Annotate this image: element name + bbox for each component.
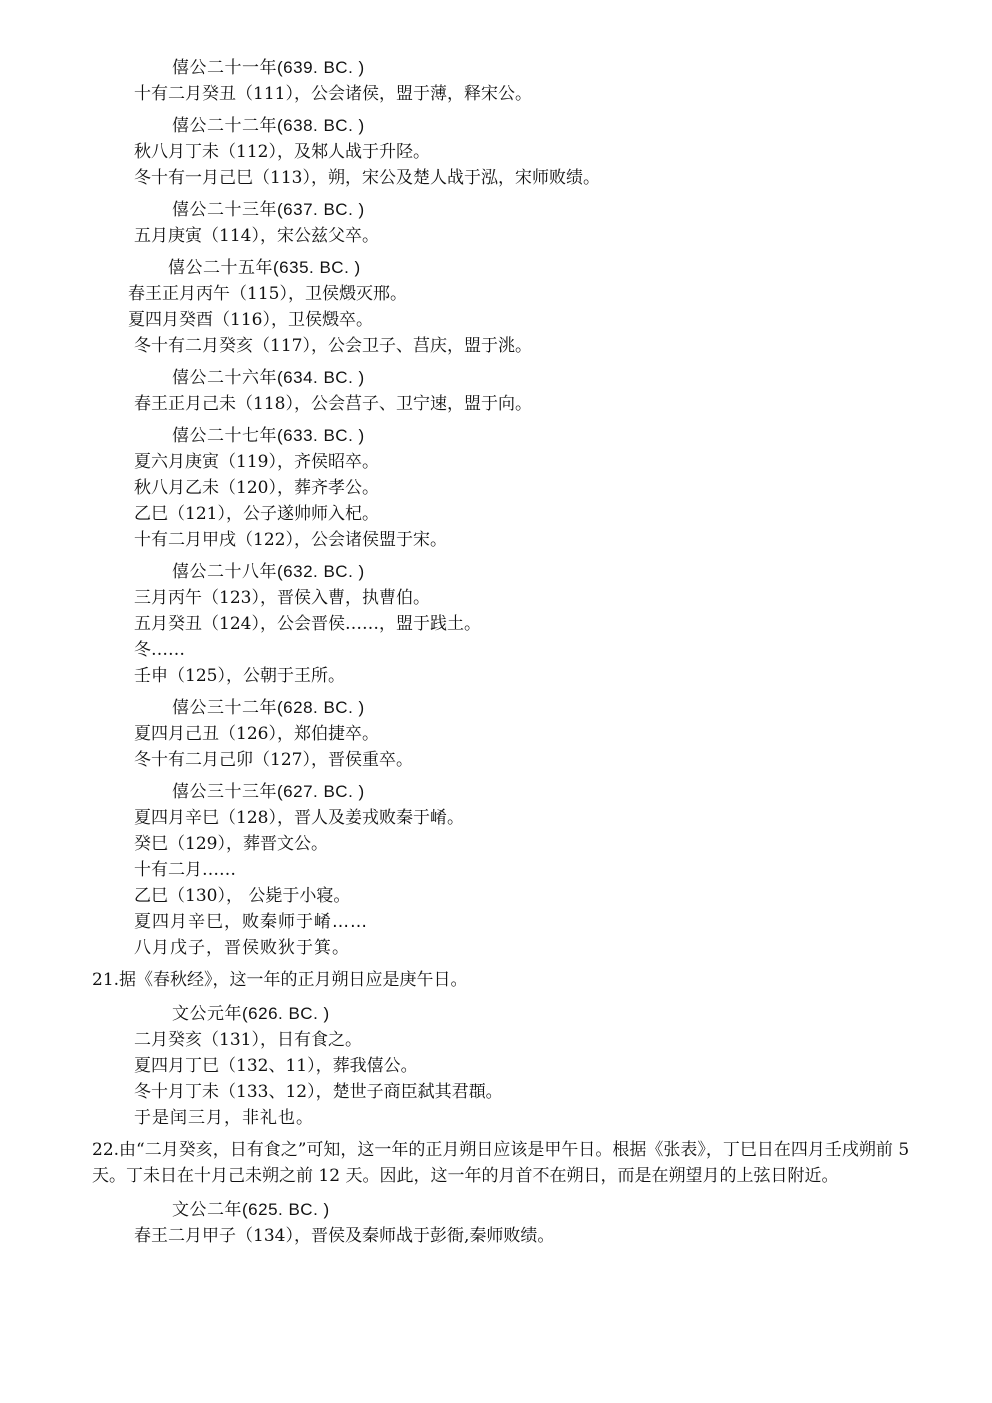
section-xi-21 (0, 55, 992, 107)
entry-line: 十有二月…… (134, 860, 236, 880)
section-xi-33 (0, 779, 992, 961)
entry-line: 十有二月癸丑（111），公会诸侯，盟于薄，释宋公。 (134, 84, 532, 104)
document-page (0, 55, 992, 1255)
commentary-line: 于是闰三月，非礼也。 (134, 1108, 314, 1128)
section-heading: 僖公二十二年(638. BC. ) (172, 116, 365, 135)
commentary-line: 夏四月辛巳，败秦师于崤…… (134, 912, 368, 932)
entry-line: 春王正月己未（118），公会莒子、卫宁速，盟于向。 (134, 394, 532, 414)
entry-line: 春王二月甲子（134），晋侯及秦师战于彭衙,秦师败绩。 (134, 1226, 555, 1246)
entry-line: 冬…… (134, 640, 185, 660)
entry-line: 秋八月丁未（112），及邾人战于升陉。 (134, 142, 430, 162)
entry-line: 春王正月丙午（115），卫侯燬灭邢。 (128, 284, 407, 304)
entry-line: 二月癸亥（131），日有食之。 (134, 1030, 362, 1050)
entry-line: 秋八月乙未（120），葬齐孝公。 (134, 478, 379, 498)
entry-line: 三月丙午（123），晋侯入曹，执曹伯。 (134, 588, 430, 608)
entry-line: 乙巳（130）， 公毙于小寝。 (134, 886, 351, 906)
section-heading: 文公元年(626. BC. ) (172, 1004, 330, 1023)
section-xi-22 (0, 113, 992, 191)
entry-line: 五月庚寅（114），宋公兹父卒。 (134, 226, 379, 246)
entry-line: 夏四月己丑（126），郑伯捷卒。 (134, 724, 379, 744)
section-heading: 僖公三十三年(627. BC. ) (172, 782, 365, 801)
section-xi-23 (0, 197, 992, 249)
entry-line: 癸巳（129），葬晋文公。 (134, 834, 328, 854)
entry-line: 夏六月庚寅（119），齐侯昭卒。 (134, 452, 379, 472)
section-xi-27 (0, 423, 992, 553)
section-heading: 僖公二十七年(633. BC. ) (172, 426, 365, 445)
section-wen-1 (0, 1001, 992, 1131)
section-xi-28 (0, 559, 992, 689)
section-heading: 僖公二十八年(632. BC. ) (172, 562, 365, 581)
section-xi-25 (0, 255, 992, 359)
note-21: 21.据《春秋经》，这一年的正月朔日应是庚午日。 (92, 970, 468, 990)
section-xi-26 (0, 365, 992, 417)
entry-line: 乙巳（121），公子遂帅师入杞。 (134, 504, 379, 524)
section-wen-2 (0, 1197, 992, 1249)
entry-line: 夏四月癸酉（116），卫侯燬卒。 (128, 310, 373, 330)
entry-line: 五月癸丑（124），公会晋侯……，盟于践土。 (134, 614, 481, 634)
entry-line: 夏四月辛巳（128），晋人及姜戎败秦于崤。 (134, 808, 464, 828)
commentary-line: 八月戊子，晋侯败狄于箕。 (134, 938, 350, 958)
section-heading: 文公二年(625. BC. ) (172, 1200, 330, 1219)
section-xi-32 (0, 695, 992, 773)
entry-line: 冬十月丁未（133、12），楚世子商臣弑其君頵。 (134, 1082, 503, 1102)
entry-line: 冬十有二月己卯（127），晋侯重卒。 (134, 750, 413, 770)
entry-line: 夏四月丁巳（132、11），葬我僖公。 (134, 1056, 418, 1076)
section-heading: 僖公二十三年(637. BC. ) (172, 200, 365, 219)
entry-line: 冬十有一月己巳（113），朔，宋公及楚人战于泓，宋师败绩。 (134, 168, 600, 188)
section-heading: 僖公二十五年(635. BC. ) (168, 258, 361, 277)
section-heading: 僖公三十二年(628. BC. ) (172, 698, 365, 717)
note-22: 22.由“二月癸亥，日有食之”可知，这一年的正月朔日应该是甲午日。根据《张表》，丁巳日在四月壬戌朔前 5 天。丁未日在十月己未朔之前 12 天。因此，这一年的月首不在朔日，而是在朔望月的上弦日附近。 (92, 1140, 910, 1186)
entry-line: 壬申（125），公朝于王所。 (134, 666, 345, 686)
section-heading: 僖公二十六年(634. BC. ) (172, 368, 365, 387)
entry-line: 冬十有二月癸亥（117），公会卫子、莒庆，盟于洮。 (134, 336, 532, 356)
entry-line: 十有二月甲戌（122），公会诸侯盟于宋。 (134, 530, 447, 550)
section-heading: 僖公二十一年(639. BC. ) (172, 58, 365, 77)
